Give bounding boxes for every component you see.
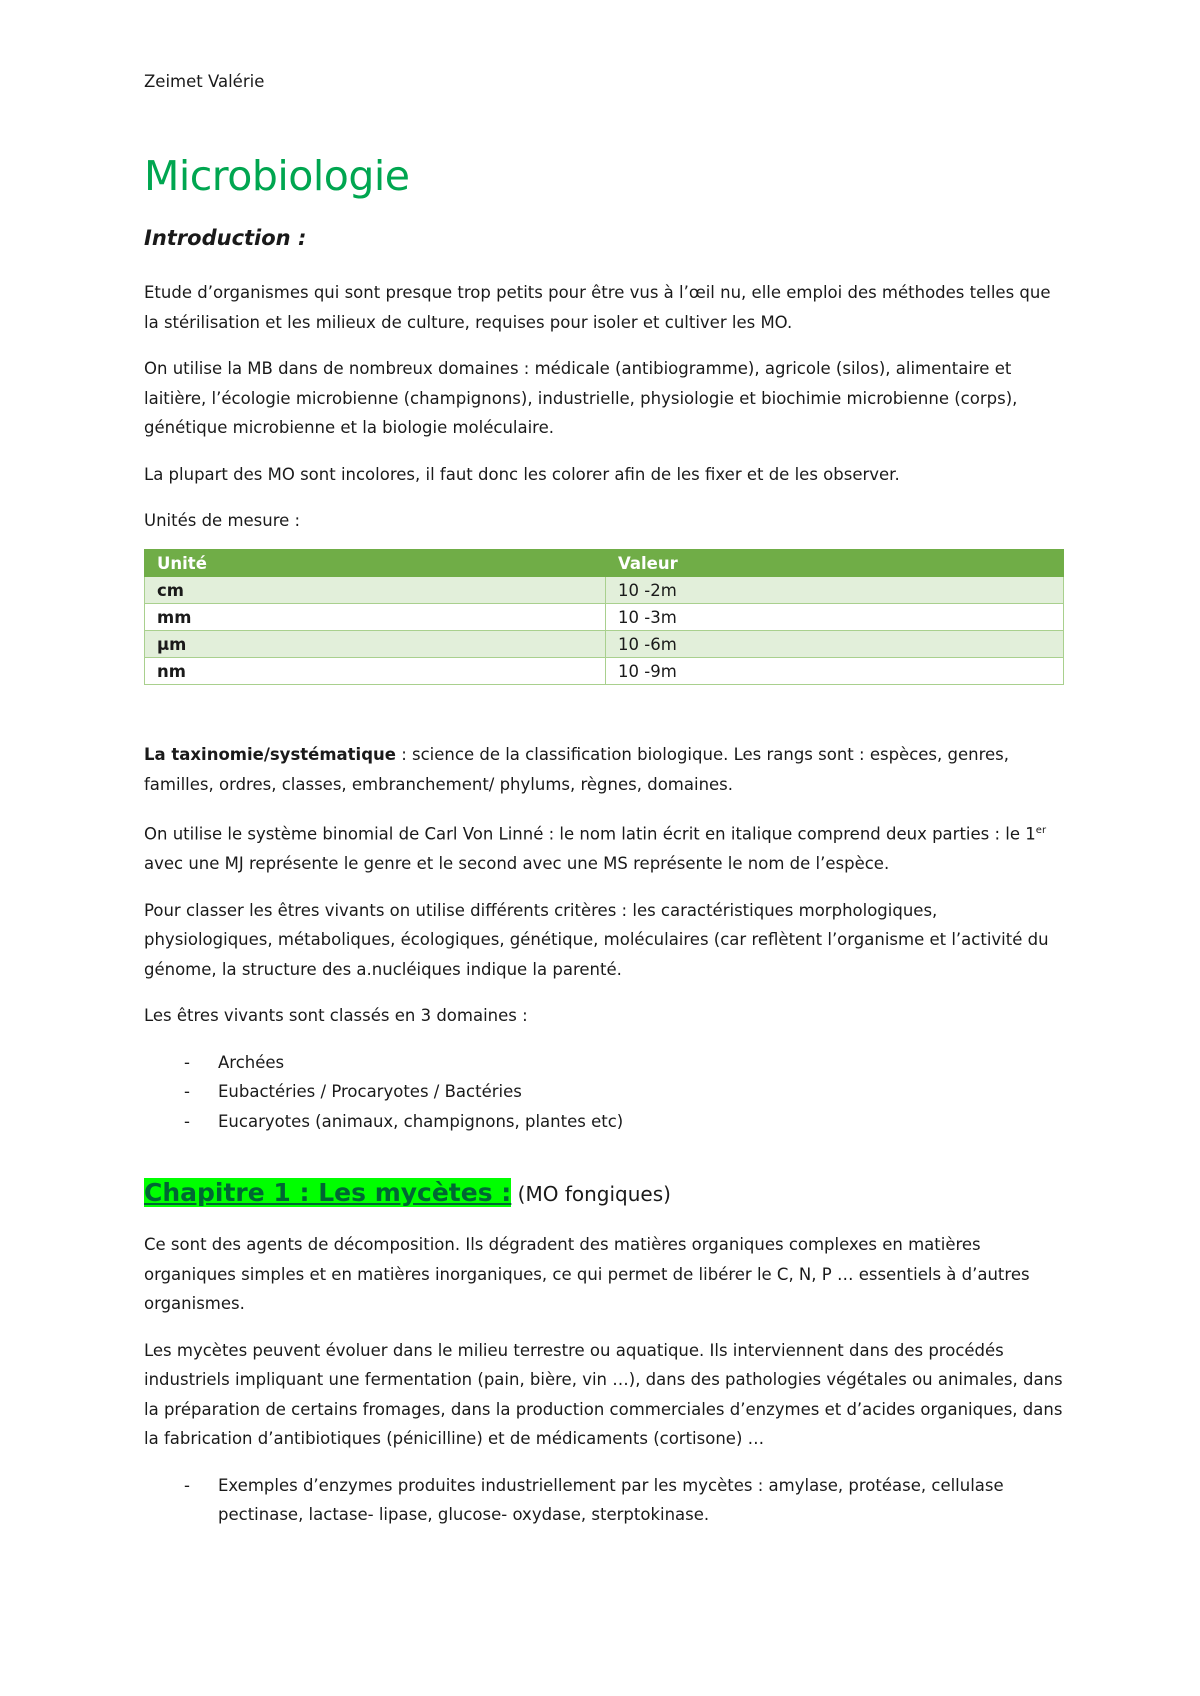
value-cell: 10 -3m [606,604,1064,631]
binomial-text-b: avec une MJ représente le genre et le second avec une MS représente le nom de l’espèce. [144,854,890,873]
taxonomy-paragraph-4: Les êtres vivants sont classés en 3 domaines : [144,1006,528,1025]
chapter1-paragraph-1: Ce sont des agents de décomposition. Ils dégradent des matières organiques complexes en matières organiques simples et en matières inorganiques, ce qui permet de libérer le C, N, P … essentiels à d’autres organismes. [144,1235,1030,1313]
chapter1-paragraph-2: Les mycètes peuvent évoluer dans le milieu terrestre ou aquatique. Ils interviennent dans des procédés industriels impliquant une fermentation (pain, bière, vin …), dans des pathologies végétales ou animales, dans la préparation de certains fromages, dans la production commerciales d’enzymes et d’acides organiques, dans la fabrication d’antibiotiques (pénicilline) et de médicaments (cortisone) … [144,1340,1063,1448]
value-cell: 10 -6m [606,631,1064,658]
taxonomy-paragraph-1 [144,740,1064,799]
page-content [144,70,1064,1524]
chapter-title: Chapitre 1 : Les mycètes : [144,1178,512,1207]
chapter-subtitle: (MO fongiques) [511,1182,671,1206]
intro-paragraph-2: On utilise la MB dans de nombreux domaines : médicale (antibiogramme), agricole (silos), alimentaire et laitière, l’écologie microbienne (champignons), industrielle, physiologie et biochimie microbienne (corps), génétique microbienne et la biologie moléculaire. [144,359,1018,437]
intro-paragraph-1: Etude d’organismes qui sont presque trop petits pour être vus à l’œil nu, elle emploi des méthodes telles que la stérilisation et les milieux de culture, requises pour isoler et cultiver les MO. [144,283,1051,332]
table-header-row [145,550,1064,577]
intro-paragraph-3: La plupart des MO sont incolores, il faut donc les colorer afin de les fixer et de les observer. [144,464,900,484]
binomial-text-a: On utilise le système binomial de Carl Von Linné : le nom latin écrit en italique comprend deux parties : le 1 [144,824,1036,844]
introduction-body [144,278,1064,536]
superscript-er: er [1035,825,1047,836]
chapter1-body [144,1230,1064,1530]
enzymes-list [144,1471,1064,1530]
list-item: - Archées [144,1048,1064,1078]
unit-cell: µm [145,631,606,658]
document-title: Microbiologie [144,152,410,200]
units-label: Unités de mesure : [144,511,301,530]
units-table [144,549,1064,685]
value-cell: 10 -9m [606,658,1064,685]
unit-cell: cm [145,577,606,604]
value-cell: 10 -2m [606,577,1064,604]
table-header-unit: Unité [145,550,606,577]
taxonomy-paragraph-2 [144,816,1064,879]
author-header: Zeimet Valérie [144,72,265,91]
taxonomy-section [144,740,1064,1136]
unit-cell: mm [145,604,606,631]
list-item: - Exemples d’enzymes produites industriellement par les mycètes : amylase, protéase, cellulase pectinase, lactase- lipase, glucose- oxydase, sterptokinase. [144,1471,1064,1530]
table-row [145,631,1064,658]
taxonomy-definition: : science de la classification biologique. Les rangs sont : espèces, genres, familles, ordres, classes, embranchement/ phylums, règnes, domaines. [144,745,1009,794]
taxonomy-term: La taxinomie/systématique [144,745,396,764]
table-header-value: Valeur [606,550,1064,577]
list-item: - Eubactéries / Procaryotes / Bactéries [144,1077,1064,1107]
chapter-heading [144,1176,671,1213]
list-item: - Eucaryotes (animaux, champignons, plantes etc) [144,1107,1064,1137]
unit-cell: nm [145,658,606,685]
introduction-heading: Introduction : [144,226,307,250]
domains-list [144,1048,1064,1137]
table-row [145,577,1064,604]
table-row [145,604,1064,631]
table-row [145,658,1064,685]
taxonomy-paragraph-3: Pour classer les êtres vivants on utilise différents critères : les caractéristiques morphologiques, physiologiques, métaboliques, écologiques, génétique, moléculaires (car reflètent l’organisme et l’activité du génome, la structure des a.nucléiques indique la parenté. [144,900,1049,979]
